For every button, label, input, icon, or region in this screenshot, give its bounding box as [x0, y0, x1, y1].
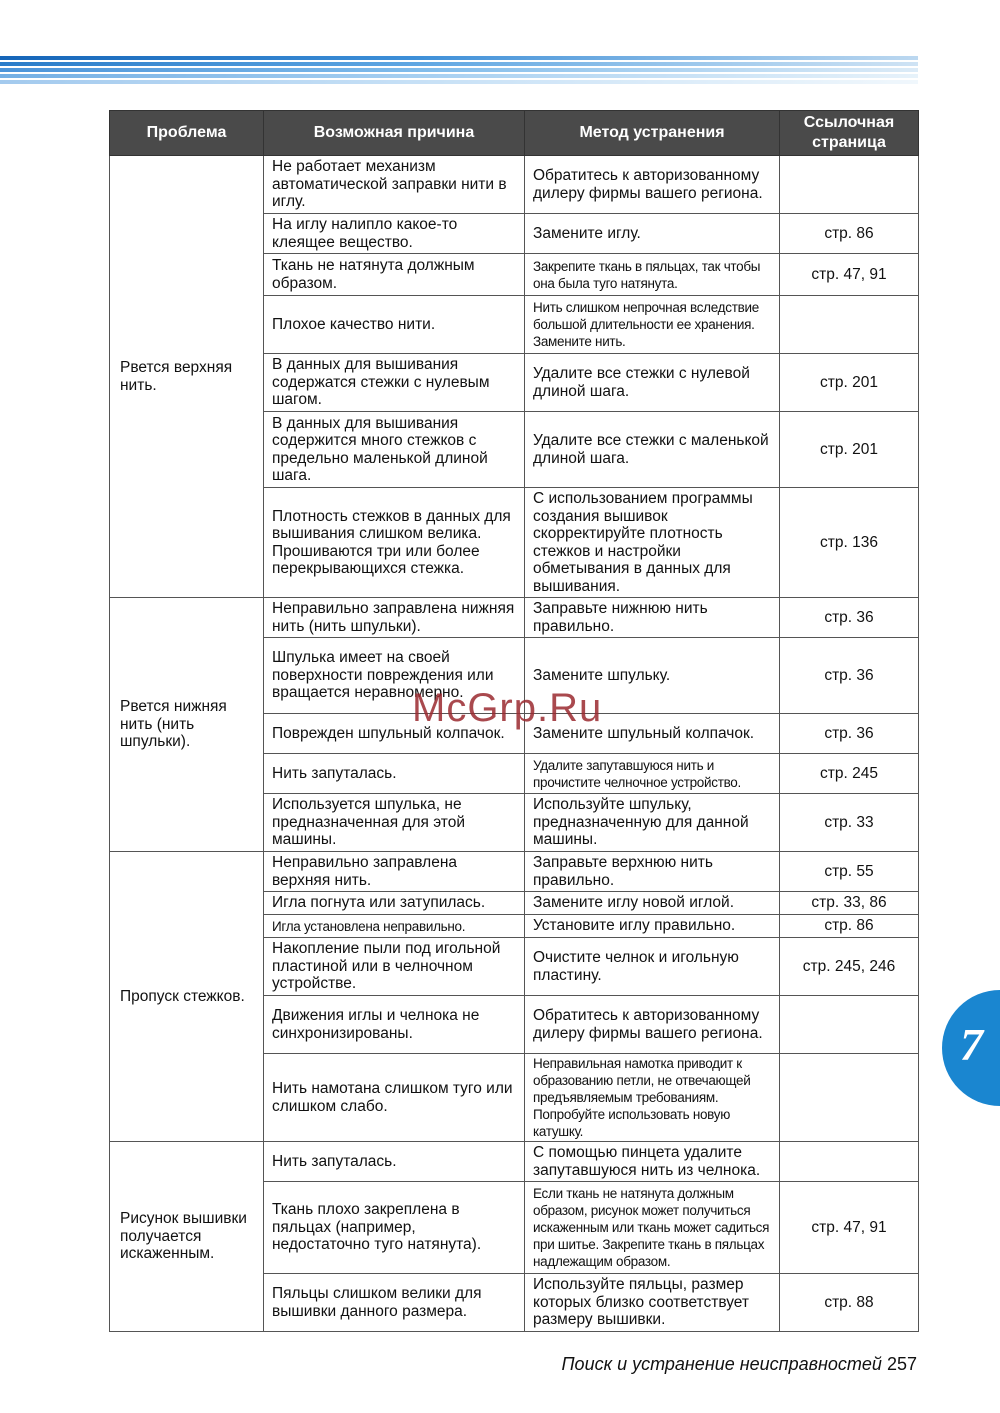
method-cell: Используйте шпульку, предназначенную для данной машины.: [525, 794, 780, 852]
cause-cell: Игла погнута или затупилась.: [264, 892, 525, 915]
chapter-number: 7: [960, 1019, 983, 1070]
ref-cell: стр. 201: [780, 354, 919, 412]
ref-cell: стр. 86: [780, 214, 919, 254]
table-row: [110, 852, 919, 892]
ref-cell: [780, 996, 919, 1054]
method-cell: Замените шпульный колпачок.: [525, 714, 780, 754]
method-cell: Нить слишком непрочная вследствие большой длительности ее хранения. Замените нить.: [525, 296, 780, 354]
header-stripes: [0, 56, 918, 86]
cause-cell: Нить запуталась.: [264, 754, 525, 794]
method-cell: Обратитесь к авторизованному дилеру фирмы вашего региона.: [525, 996, 780, 1054]
method-cell: Обратитесь к авторизованному дилеру фирмы вашего региона.: [525, 156, 780, 214]
method-cell: Замените шпульку.: [525, 638, 780, 714]
cause-cell: Движения иглы и челнока не синхронизированы.: [264, 996, 525, 1054]
method-cell: Удалите все стежки с нулевой длиной шага.: [525, 354, 780, 412]
method-cell: Неправильная намотка приводит к образованию петли, не отвечающей предъявляемым требованиям. Попробуйте использовать новую катушку.: [525, 1054, 780, 1142]
cause-cell: В данных для вышивания содержится много стежков с предельно маленькой длиной шага.: [264, 412, 525, 488]
cause-cell: Накопление пыли под игольной пластиной или в челночном устройстве.: [264, 938, 525, 996]
table-row: [110, 1142, 919, 1182]
cause-cell: Не работает механизм автоматической заправки нити в иглу.: [264, 156, 525, 214]
cause-cell: На иглу налипло какое-то клеящее вещество.: [264, 214, 525, 254]
cause-cell: Ткань не натянута должным образом.: [264, 254, 525, 296]
ref-cell: стр. 245, 246: [780, 938, 919, 996]
cause-cell: В данных для вышивания содержатся стежки с нулевым шагом.: [264, 354, 525, 412]
cause-cell: Шпулька имеет на своей поверхности повреждения или вращается неравномерно.: [264, 638, 525, 714]
problem-cell: Рвется нижняя нить (нить шпульки).: [110, 598, 264, 852]
method-cell: Заправьте нижнюю нить правильно.: [525, 598, 780, 638]
ref-cell: стр. 88: [780, 1274, 919, 1332]
ref-cell: стр. 201: [780, 412, 919, 488]
method-cell: Закрепите ткань в пяльцах, так чтобы она была туго натянута.: [525, 254, 780, 296]
ref-cell: [780, 1142, 919, 1182]
ref-cell: стр. 55: [780, 852, 919, 892]
ref-cell: [780, 156, 919, 214]
header-problem: Проблема: [110, 111, 264, 156]
cause-cell: Неправильно заправлена нижняя нить (нить шпульки).: [264, 598, 525, 638]
table-header-row: [110, 111, 919, 156]
header-cause: Возможная причина: [264, 111, 525, 156]
method-cell: Замените иглу.: [525, 214, 780, 254]
ref-cell: стр. 33, 86: [780, 892, 919, 915]
method-cell: Установите иглу правильно.: [525, 915, 780, 938]
problem-cell: Рисунок вышивки получается искаженным.: [110, 1142, 264, 1332]
ref-cell: стр. 36: [780, 598, 919, 638]
cause-cell: Игла установлена неправильно.: [264, 915, 525, 938]
method-cell: С использованием программы создания вышивок скорректируйте плотность стежков и настройки обметывания в данных для вышивания.: [525, 488, 780, 598]
ref-cell: стр. 245: [780, 754, 919, 794]
ref-cell: стр. 33: [780, 794, 919, 852]
ref-cell: стр. 136: [780, 488, 919, 598]
method-cell: С помощью пинцета удалите запутавшуюся нить из челнока.: [525, 1142, 780, 1182]
ref-cell: стр. 47, 91: [780, 1182, 919, 1274]
page-footer: [562, 1354, 917, 1375]
problem-cell: Рвется верхняя нить.: [110, 156, 264, 598]
ref-cell: [780, 296, 919, 354]
cause-cell: Неправильно заправлена верхняя нить.: [264, 852, 525, 892]
cause-cell: Пяльцы слишком велики для вышивки данного размера.: [264, 1274, 525, 1332]
chapter-tab: [942, 990, 1000, 1106]
method-cell: Заправьте верхнюю нить правильно.: [525, 852, 780, 892]
problem-cell: Пропуск стежков.: [110, 852, 264, 1142]
cause-cell: Нить намотана слишком туго или слишком слабо.: [264, 1054, 525, 1142]
ref-cell: стр. 36: [780, 714, 919, 754]
watermark-text: McGrp.Ru: [412, 686, 603, 730]
method-cell: Удалите все стежки с маленькой длиной шага.: [525, 412, 780, 488]
cause-cell: Ткань плохо закреплена в пяльцах (например, недостаточно туго натянута).: [264, 1182, 525, 1274]
method-cell: Удалите запутавшуюся нить и прочистите челночное устройство.: [525, 754, 780, 794]
ref-cell: стр. 86: [780, 915, 919, 938]
header-reference: Ссылочная страница: [780, 111, 919, 156]
cause-cell: Плотность стежков в данных для вышивания слишком велика. Прошиваются три или более перекрывающихся стежка.: [264, 488, 525, 598]
method-cell: Очистите челнок и игольную пластину.: [525, 938, 780, 996]
ref-cell: стр. 47, 91: [780, 254, 919, 296]
method-cell: Используйте пяльцы, размер которых близко соответствует размеру вышивки.: [525, 1274, 780, 1332]
footer-title: Поиск и устранение неисправностей: [561, 1354, 882, 1374]
method-cell: Замените иглу новой иглой.: [525, 892, 780, 915]
table-row: [110, 598, 919, 638]
cause-cell: Поврежден шпульный колпачок.: [264, 714, 525, 754]
cause-cell: Плохое качество нити.: [264, 296, 525, 354]
table-row: [110, 156, 919, 214]
cause-cell: Нить запуталась.: [264, 1142, 525, 1182]
method-cell: Если ткань не натянута должным образом, рисунок может получиться искаженным или ткань может садиться при шитье. Закрепите ткань в пяльцах надлежащим образом.: [525, 1182, 780, 1274]
cause-cell: Используется шпулька, не предназначенная для этой машины.: [264, 794, 525, 852]
ref-cell: стр. 36: [780, 638, 919, 714]
ref-cell: [780, 1054, 919, 1142]
header-method: Метод устранения: [525, 111, 780, 156]
page-number: 257: [886, 1354, 917, 1374]
